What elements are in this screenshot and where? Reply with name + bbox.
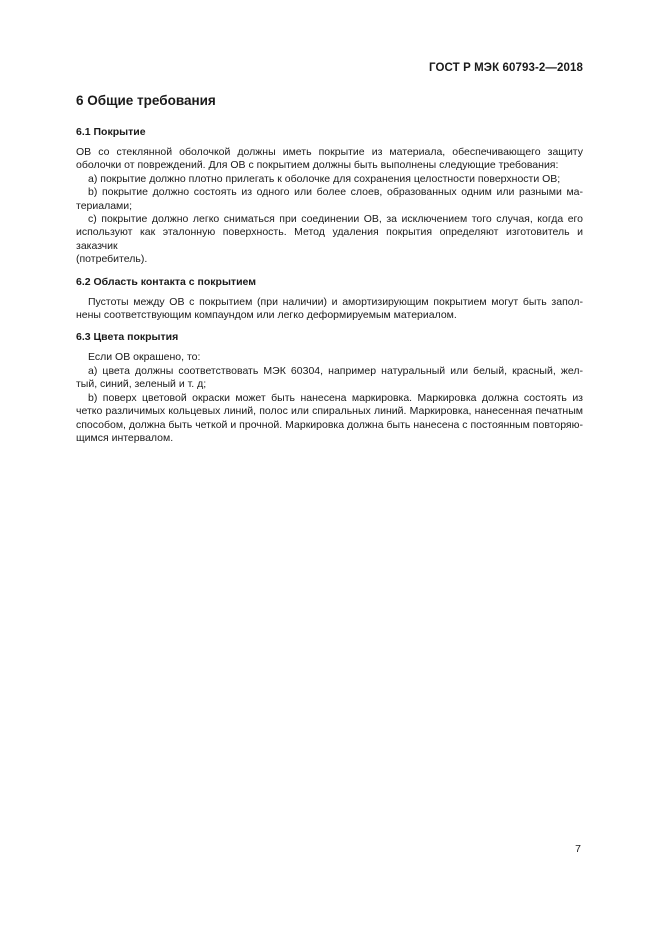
text-line: c) покрытие должно легко сниматься при соединении ОВ, за исключением того случая, когда его: [88, 213, 583, 226]
text-line: способом, должна быть четкой и прочной. Маркировка должна быть нанесена с постоянным повторяю-: [76, 418, 583, 431]
subsection-6-3: [76, 330, 583, 445]
paragraph: [76, 146, 583, 267]
text-line: нены соответствующим компаундом или легко деформируемым материалом.: [76, 309, 457, 322]
subsection-title: 6.2 Область контакта с покрытием: [76, 275, 256, 288]
text-line: b) покрытие должно состоять из одного или более слоев, образованных одним или разными ма-: [88, 186, 583, 199]
standard-header: ГОСТ Р МЭК 60793-2—2018: [429, 62, 583, 74]
text-line: тый, синий, зеленый и т. д;: [76, 378, 207, 391]
text-line: b) поверх цветовой окраски может быть нанесена маркировка. Маркировка должна состоять из: [88, 391, 583, 404]
section-title: 6 Общие требования: [76, 93, 216, 108]
text-line: (потребитель).: [76, 253, 148, 266]
subsection-6-1: [76, 125, 583, 267]
text-line: используют как эталонную поверхность. Метод удаления покрытия определяют изготовитель и заказчик: [76, 226, 583, 252]
paragraph: [76, 296, 583, 323]
text-line: Пустоты между ОВ с покрытием (при наличии) и амортизирующим покрытием могут быть запол-: [88, 295, 583, 308]
text-line: a) цвета должны соответствовать МЭК 60304, например натуральный или белый, красный, жел-: [88, 364, 583, 377]
text-line: оболочки от повреждений. Для ОВ с покрытием должны быть выполнены следующие требования:: [76, 159, 559, 172]
text-line: териалами;: [76, 199, 133, 212]
text-line: щимся интервалом.: [76, 431, 174, 444]
paragraph: [76, 351, 583, 445]
page-number: 7: [575, 843, 581, 855]
text-line: a) покрытие должно плотно прилегать к оболочке для сохранения целостности поверхности ОВ;: [88, 172, 561, 185]
text-line: ОВ со стеклянной оболочкой должны иметь покрытие из материала, обеспечивающего защиту: [76, 146, 583, 158]
document-body: [76, 92, 583, 453]
subsection-6-2: [76, 275, 583, 323]
subsection-title: 6.3 Цвета покрытия: [76, 331, 179, 344]
text-line: четко различимых кольцевых линий, полос или спиральных линий. Маркировка, нанесенная печатным: [76, 405, 583, 418]
subsection-title: 6.1 Покрытие: [76, 126, 146, 138]
text-line: Если ОВ окрашено, то:: [88, 351, 201, 364]
